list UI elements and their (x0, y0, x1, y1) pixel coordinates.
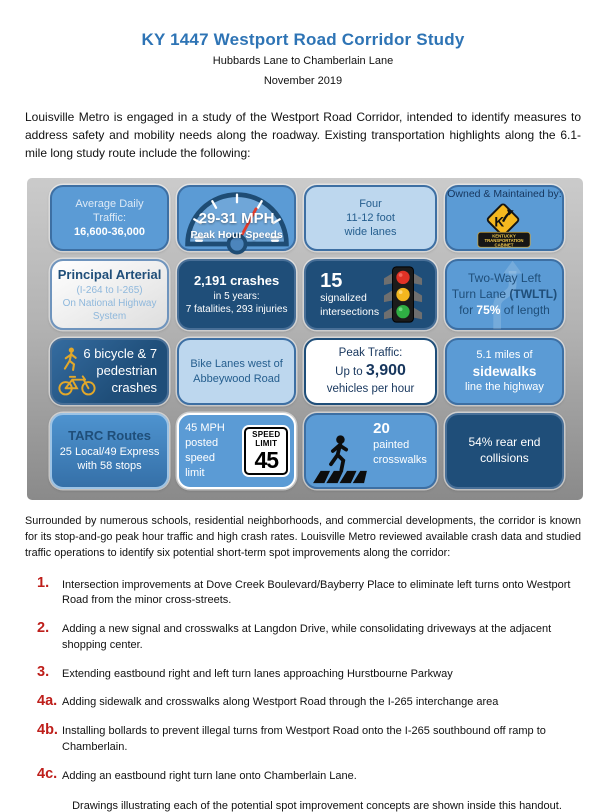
peaktraffic-line1: Peak Traffic: (338, 347, 403, 360)
signals-text (320, 270, 379, 319)
tile-sidewalks (445, 338, 564, 404)
crashes-line2: in 5 years: (213, 291, 260, 303)
speedlimit-line1: 45 MPH (185, 422, 225, 435)
header (0, 0, 606, 90)
tarc-line2: 25 Local/49 Express (59, 445, 160, 458)
list-item (37, 694, 581, 711)
peaktraffic-line3: vehicles per hour (326, 382, 415, 395)
twltl-line3-post: of length (500, 302, 550, 317)
adt-line2: Traffic: (93, 211, 127, 224)
sidewalks-line3: line the highway (465, 381, 544, 394)
tile-crashes (177, 259, 296, 330)
lanes-line2: 11-12 foot (346, 211, 395, 224)
speedlimit-line3: speed limit (185, 451, 216, 479)
adt-line1: Average Daily (75, 197, 144, 210)
sign-word1: SPEED (252, 430, 281, 440)
item-text: Installing bollards to prevent illegal turns from Westport Road onto the I-265 southbound off ramp to Chamberlain. (62, 725, 546, 753)
crosswalks-label2: crosswalks (373, 453, 427, 466)
item-text: Adding sidewalk and crosswalks along Westport Road through the I-265 interchange area (62, 696, 499, 709)
item-number: 3. (37, 664, 50, 680)
tile-owned-maintained (445, 185, 564, 251)
item-text: Extending eastbound right and left turn lanes approaching Hurstbourne Parkway (62, 667, 453, 680)
item-number: 1. (37, 575, 50, 592)
twltl-percent: 75% (476, 302, 501, 317)
arterial-line2: (I-264 to I-265) (76, 284, 143, 296)
infographic-panel (27, 178, 583, 500)
tile-average-daily-traffic (50, 185, 169, 251)
bicycle-icon (57, 371, 97, 396)
crosswalk-icon (312, 434, 367, 485)
tile-bike-ped-crashes (50, 338, 169, 404)
list-item (37, 767, 581, 784)
tile-wide-lanes (304, 185, 437, 251)
tarc-line3: with 58 stops (77, 460, 142, 473)
speedlimit-text (185, 421, 237, 480)
gauge-label: Peak Hour Speeds (190, 228, 283, 241)
tarc-title: TARC Routes (68, 428, 151, 444)
crosswalks-text (373, 419, 427, 485)
twltl-line2 (452, 287, 557, 303)
improvements-list (37, 576, 581, 784)
twltl-line3-pre: for (459, 302, 477, 317)
arterial-title: Principal Arterial (57, 266, 162, 282)
sign-value: 45 (254, 446, 279, 473)
svg-text:TRANSPORTATION: TRANSPORTATION (484, 237, 524, 243)
subtitle-date: November 2019 (263, 74, 343, 87)
crosswalks-value: 20 (373, 419, 390, 437)
twltl-line3 (459, 303, 550, 319)
subtitle-route: Hubbards Lane to Chamberlain Lane (212, 55, 394, 67)
tile-tarc-routes (50, 413, 169, 489)
bikelanes-line2: Abbeywood Road (193, 372, 281, 385)
bikeped-line3: crashes (111, 380, 158, 395)
sign-word2: LIMIT (255, 438, 278, 448)
bikeped-line2: pedestrian (96, 363, 158, 379)
adt-value: 16,600-36,000 (74, 226, 145, 239)
item-number: 2. (37, 619, 50, 636)
list-item (37, 723, 581, 755)
item-text: Adding an eastbound right turn lane onto Chamberlain Lane. (62, 769, 357, 782)
peaktraffic-line2 (335, 361, 406, 382)
twltl-line1: Two-Way Left (468, 271, 541, 286)
signals-value: 15 (320, 270, 343, 293)
speed-limit-sign-icon (244, 427, 288, 475)
tile-crosswalks (304, 413, 437, 489)
tile-speed-limit (177, 413, 296, 489)
kytc-logo-icon (473, 203, 535, 248)
tile-bike-lanes (177, 338, 296, 404)
signals-line3: intersections (320, 305, 380, 318)
pedestrian-icon (61, 347, 80, 373)
tile-peak-hour-speeds (177, 185, 296, 251)
signals-line2: signalized (320, 292, 367, 305)
arterial-line3: On National Highway (62, 297, 157, 309)
peaktraffic-line2-pre: Up to (335, 366, 366, 379)
svg-text:CABINET: CABINET (495, 242, 514, 248)
sidewalks-value: sidewalks (472, 363, 537, 379)
list-item (37, 576, 581, 608)
item-number: 4a. (37, 692, 58, 709)
owner-label: Owned & Maintained by: (447, 188, 562, 201)
tile-peak-traffic (304, 338, 437, 404)
body-paragraph: Surrounded by numerous schools, residential neighborhoods, and commercial developments, the corridor is known for its stop-and-go peak hour traffic and high crash rates. Louisville Metro reviewed available crash data and studied traffic operations to identify six potential short-term spot improvements along the corridor: (25, 514, 581, 560)
item-number: 4c. (37, 766, 58, 783)
svg-text:KENTUCKY: KENTUCKY (492, 233, 517, 239)
tile-signalized-intersections (304, 259, 437, 330)
crosswalks-line1 (373, 419, 427, 453)
bikeped-line1: 6 bicycle & 7 (83, 346, 158, 362)
page-title: KY 1447 Westport Road Corridor Study (141, 30, 465, 49)
twltl-line2-bold: (TWLTL) (509, 287, 558, 302)
twltl-line2-pre: Turn Lane (451, 287, 510, 302)
rearend-line2: collisions (480, 450, 529, 465)
bikelanes-line1: Bike Lanes west of (190, 358, 283, 371)
rearend-line1: 54% rear end (468, 435, 541, 450)
footer-note: Drawings illustrating each of the potential spot improvement concepts are shown inside this handout. (72, 799, 562, 812)
crosswalks-label1: painted (373, 439, 410, 452)
lanes-line1: Four (359, 197, 382, 210)
list-item (37, 665, 581, 682)
crashes-value: 2,191 crashes (193, 273, 280, 289)
traffic-light-icon (381, 265, 425, 324)
speedlimit-line2: posted (185, 436, 219, 449)
sidewalks-line1: 5.1 miles of (476, 349, 533, 362)
crashes-line3: 7 fatalities, 293 injuries (185, 304, 288, 316)
gauge-text (190, 209, 282, 249)
gauge-value: 29-31 MPH (198, 210, 275, 228)
list-item (37, 621, 581, 653)
tile-rear-end-collisions (445, 413, 564, 489)
item-number: 4b. (37, 721, 58, 738)
tile-principal-arterial (50, 259, 169, 330)
lanes-line3: wide lanes (344, 226, 397, 239)
arterial-line4: System (92, 310, 127, 322)
intro-paragraph: Louisville Metro is engaged in a study of the Westport Road Corridor, intended to identify measures to address safety and mobility needs along the roadway. Existing transportation highlights along the 6.1-mile long study route include the following: (25, 109, 581, 160)
item-text: Adding a new signal and crosswalks at Langdon Drive, while consolidating driveways at the adjacent shopping center. (62, 623, 552, 651)
item-text: Intersection improvements at Dove Creek Boulevard/Bayberry Place to eliminate left turns onto Westport Road from the minor cross-streets. (62, 578, 571, 607)
svg-text:K: K (494, 214, 505, 230)
tile-twltl (445, 259, 564, 330)
peaktraffic-value: 3,900 (365, 362, 406, 380)
